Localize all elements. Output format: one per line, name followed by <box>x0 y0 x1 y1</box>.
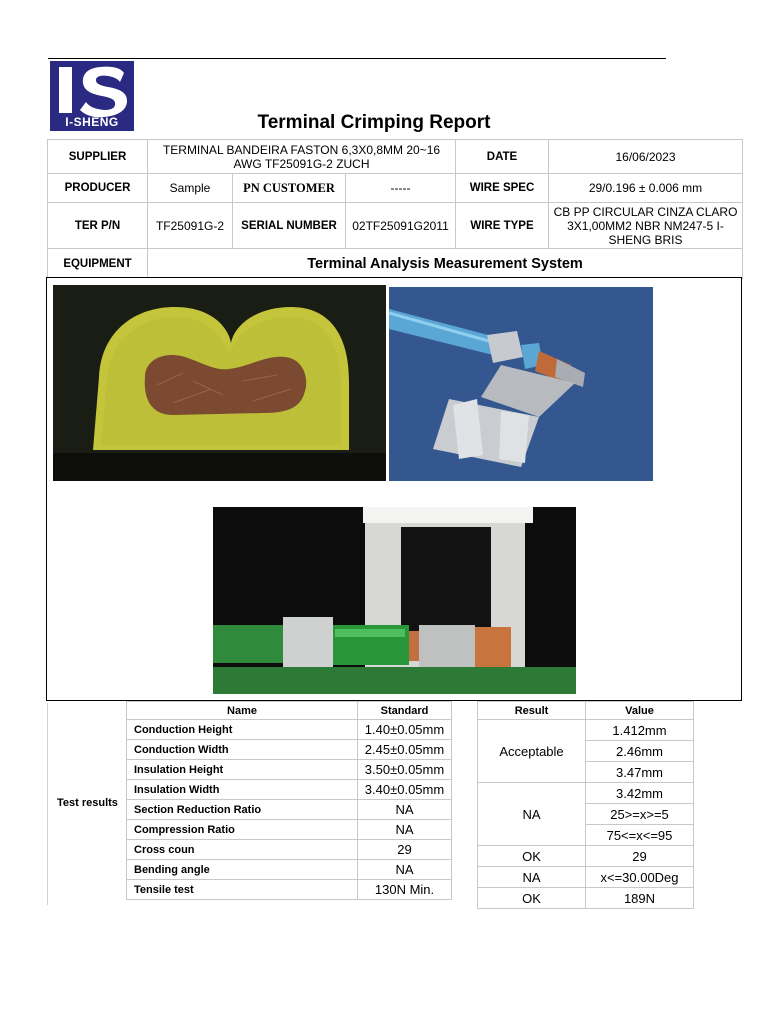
table-row <box>127 720 452 740</box>
cross-section-photo <box>53 285 386 481</box>
row-standard: 3.40±0.05mm <box>358 780 452 800</box>
row-name: Conduction Height <box>127 720 358 740</box>
row-name: Compression Ratio <box>127 820 358 840</box>
row-standard: 1.40±0.05mm <box>358 720 452 740</box>
supplier-value: TERMINAL BANDEIRA FASTON 6,3X0,8MM 20~16 AWG TF25091G-2 ZUCH <box>148 140 456 174</box>
wire-spec-value: 29/0.196 ± 0.006 mm <box>549 174 743 203</box>
serial-number-value: 02TF25091G2011 <box>346 203 456 249</box>
ter-pn-label: TER P/N <box>48 203 148 249</box>
photo-panel <box>46 277 742 701</box>
table-row <box>127 880 452 900</box>
top-rule <box>48 58 666 59</box>
producer-value: Sample <box>148 174 233 203</box>
row-standard: NA <box>358 860 452 880</box>
name-header: Name <box>127 702 358 720</box>
pn-customer-label: PN CUSTOMER <box>233 174 346 203</box>
terminal-top-photo <box>213 507 576 694</box>
date-label: DATE <box>456 140 549 174</box>
report-title: Terminal Crimping Report <box>257 112 491 133</box>
wire-type-value: CB PP CIRCULAR CINZA CLARO 3X1,00MM2 NBR NM247-5 I-SHENG BRIS <box>549 203 743 249</box>
pn-customer-value: ----- <box>346 174 456 203</box>
serial-number-label: SERIAL NUMBER <box>233 203 346 249</box>
standards-table <box>126 701 452 900</box>
table-row <box>478 846 694 867</box>
row-standard: NA <box>358 800 452 820</box>
value-cell: 3.47mm <box>586 762 694 783</box>
wire-type-label: WIRE TYPE <box>456 203 549 249</box>
value-header: Value <box>586 702 694 720</box>
row-name: Conduction Width <box>127 740 358 760</box>
test-results-label: Test results <box>57 797 118 809</box>
row-name: Tensile test <box>127 880 358 900</box>
terminal-side-photo <box>389 287 653 481</box>
table-row <box>478 867 694 888</box>
row-name: Insulation Width <box>127 780 358 800</box>
value-cell: 75<=x<=95 <box>586 825 694 846</box>
table-row <box>127 760 452 780</box>
date-value: 16/06/2023 <box>549 140 743 174</box>
table-row <box>127 780 452 800</box>
result-cell: OK <box>478 888 586 909</box>
supplier-label: SUPPLIER <box>48 140 148 174</box>
producer-label: PRODUCER <box>48 174 148 203</box>
row-name: Section Reduction Ratio <box>127 800 358 820</box>
row-name: Cross coun <box>127 840 358 860</box>
header-table <box>47 139 743 279</box>
row-name: Bending angle <box>127 860 358 880</box>
table-row <box>127 840 452 860</box>
standard-header: Standard <box>358 702 452 720</box>
row-standard: 29 <box>358 840 452 860</box>
equipment-label: EQUIPMENT <box>48 249 148 279</box>
result-cell: NA <box>478 867 586 888</box>
table-row <box>127 860 452 880</box>
value-cell: 29 <box>586 846 694 867</box>
value-cell: x<=30.00Deg <box>586 867 694 888</box>
result-header: Result <box>478 702 586 720</box>
result-cell-na: NA <box>478 783 586 846</box>
ter-pn-value: TF25091G-2 <box>148 203 233 249</box>
value-cell: 3.42mm <box>586 783 694 804</box>
row-name: Insulation Height <box>127 760 358 780</box>
result-cell-acceptable: Acceptable <box>478 720 586 783</box>
row-standard: 130N Min. <box>358 880 452 900</box>
table-row <box>478 888 694 909</box>
results-left-rule <box>47 703 48 905</box>
row-standard: NA <box>358 820 452 840</box>
results-table <box>477 701 694 909</box>
row-standard: 2.45±0.05mm <box>358 740 452 760</box>
value-cell: 25>=x>=5 <box>586 804 694 825</box>
value-cell: 2.46mm <box>586 741 694 762</box>
value-cell: 1.412mm <box>586 720 694 741</box>
equipment-value: Terminal Analysis Measurement System <box>148 249 743 279</box>
result-cell: OK <box>478 846 586 867</box>
logo-text: I-SHENG <box>65 115 119 129</box>
row-standard: 3.50±0.05mm <box>358 760 452 780</box>
table-row <box>127 740 452 760</box>
value-cell: 189N <box>586 888 694 909</box>
table-row <box>127 820 452 840</box>
wire-spec-label: WIRE SPEC <box>456 174 549 203</box>
table-row <box>127 800 452 820</box>
